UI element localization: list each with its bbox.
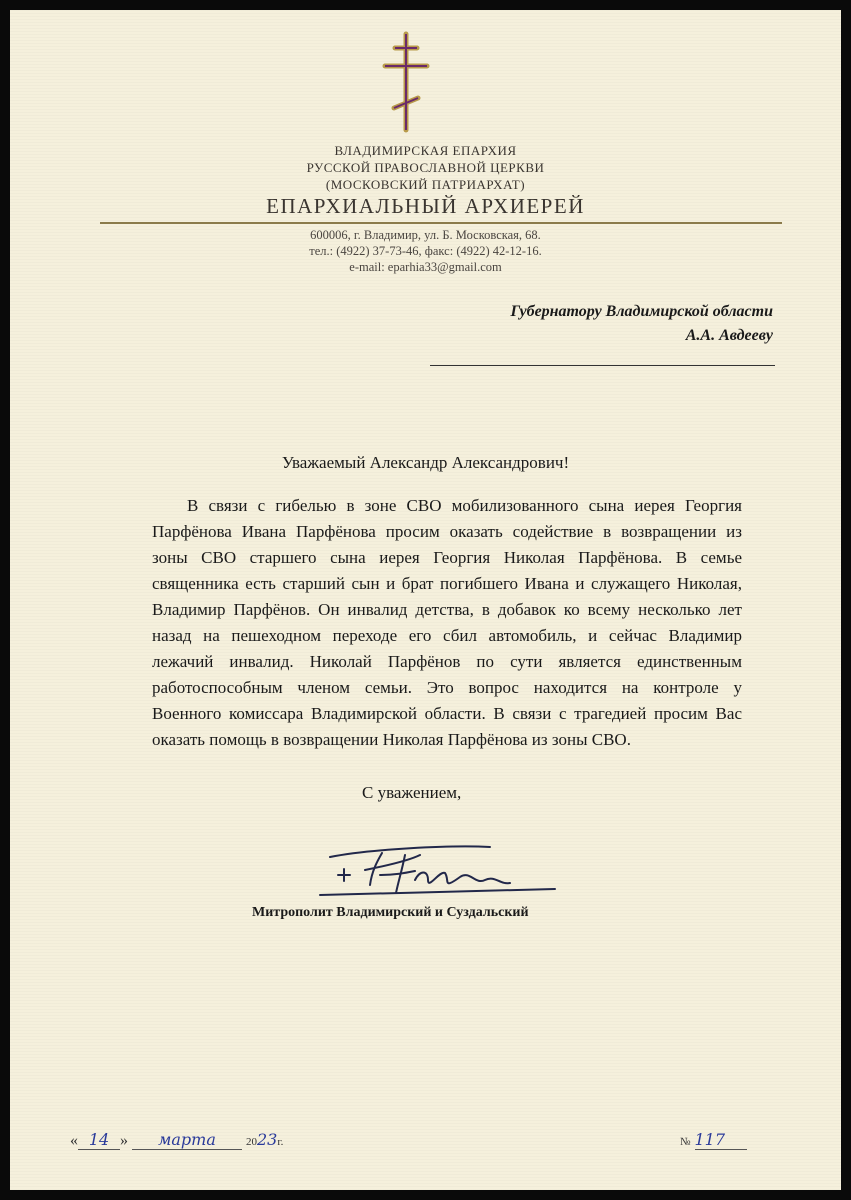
body-line: лежачий инвалид. Николай Парфёнов по сути является единственным — [152, 652, 742, 671]
addressee-rule — [430, 365, 775, 366]
date-day: 14 — [78, 1130, 120, 1150]
body-line: оказать помощь в возвращении Николая Парфёнова из зоны СВО. — [152, 730, 631, 749]
body-line: Военного комиссара Владимирской области. В связи с трагедией просим Вас — [152, 704, 742, 723]
letterhead-line1: ВЛАДИМИРСКАЯ ЕПАРХИЯ — [334, 143, 517, 158]
letter-number: 117 — [695, 1130, 747, 1150]
addressee-name: А.А. Авдееву — [685, 327, 773, 344]
letterhead-email: e-mail: eparhia33@gmail.com — [349, 260, 502, 274]
orthodox-cross-icon — [380, 28, 432, 136]
body-line: Владимир Парфёнов. Он инвалид детства, в добавок ко всему несколько лет — [152, 600, 742, 619]
body-line: зоны СВО старшего сына иерея Георгия Николая Парфёнова. В семье — [152, 548, 742, 567]
letterhead-address: 600006, г. Владимир, ул. Б. Московская, 68. — [310, 228, 541, 242]
number-label: № — [680, 1136, 691, 1148]
salutation: Уважаемый Александр Александрович! — [281, 453, 570, 472]
signature-image — [310, 835, 560, 910]
date-month: марта — [132, 1130, 242, 1150]
addressee-title: Губернатору Владимирской области — [510, 303, 773, 320]
closing: С уважением, — [362, 783, 462, 802]
body-line: назад на пешеходном переходе его сбил автомобиль, и сейчас Владимир — [152, 626, 742, 645]
body-line: работоспособным членом семьи. Это вопрос находится на контроле у — [152, 678, 742, 697]
letterhead-line3: (МОСКОВСКИЙ ПАТРИАРХАТ) — [325, 177, 526, 192]
date-field: « 14 » марта 2023г. — [70, 1130, 284, 1149]
letterhead-title: ЕПАРХИАЛЬНЫЙ АРХИЕРЕЙ — [266, 194, 585, 218]
letter-page — [10, 10, 841, 1190]
letterhead-line2: РУССКОЙ ПРАВОСЛАВНОЙ ЦЕРКВИ — [306, 160, 545, 175]
date-year-prefix: 20 — [246, 1136, 257, 1148]
letterhead-phone: тел.: (4922) 37-73-46, факс: (4922) 42-12-16. — [309, 244, 542, 258]
body-line: Парфёнова Ивана Парфёнова просим оказать содействие в возвращении из — [152, 522, 742, 541]
number-field — [680, 1130, 747, 1150]
letterhead-rule — [100, 222, 782, 224]
body-line: В связи с гибелью в зоне СВО мобилизованного сына иерея Георгия — [187, 496, 742, 515]
body-line: священника есть старший сын и брат погибшего Ивана и служащего Николая, — [152, 574, 742, 593]
signatory-title: Митрополит Владимирский и Суздальский — [252, 905, 529, 920]
date-year-suffix: 23 — [257, 1130, 278, 1149]
date-year-g: г. — [277, 1136, 284, 1148]
